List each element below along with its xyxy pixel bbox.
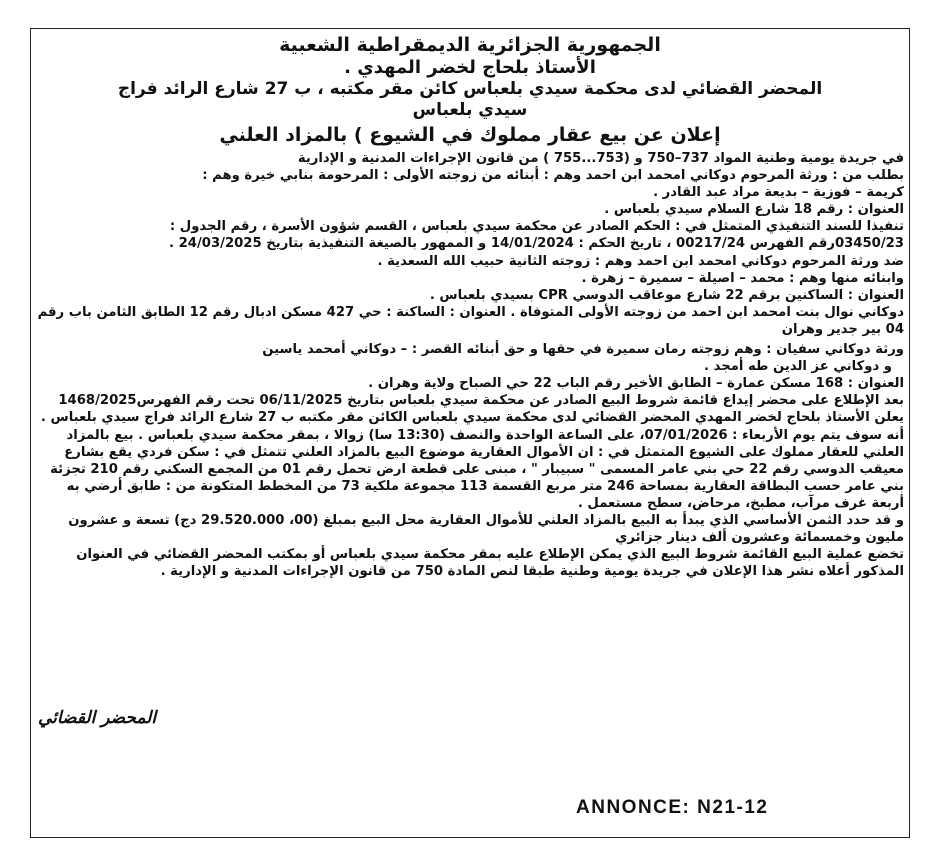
requester: بطلب من : ورثة المرحوم دوكاني امحمد ابن احمد وهم : أبنائه من زوجته الأولى : المرحومة بنابي خيرة وهم : — [202, 168, 904, 184]
bailiff-announcement: يعلن الأستاذ بلحاج لخضر المهدي المحضر القضائي لدى محكمة سيدي بلعباس الكائن مقر مكتبه ب 27 شارع الرائد فراج سيدي بلعباس . — [40, 410, 904, 426]
base-price: و قد حدد الثمن الأساسي الذي يبدأ به البيع بالمزاد العلني للأموال العقارية محل البيع بمبلغ (00، 29.520.000 دج) تسعة و عشرون مليون وخمسمائة وعشرون ألف دينار جزائري — [68, 512, 904, 546]
annonce-number: ANNONCE: N21-12 — [576, 797, 769, 818]
closing-note: تخضع عملية البيع القائمة شروط البيع الذي يمكن الإطلاع عليه بمقر محكمة سيدي بلعباس أو بمكتب المحضر القضائي في العنوان المذكور أعلاه نشر هذا الإعلان في جريدة يومية وطنية طبقا لنص المادة 750 من قانون الإجراءات المدنية و الإدارية . — [76, 547, 904, 580]
defendant-address: العنوان : الساكنين برقم 22 شارع موعاقب الدوسي CPR بسيدي بلعباس . — [429, 287, 904, 303]
notice-body — [36, 150, 904, 580]
conditions-filing: بعد الإطلاع على محضر إيداع قائمة شروط البيع الصادر عن محكمة سيدي بلعباس بتاريخ 06/11/2025 تحت رقم الفهرس1468/2025 — [58, 393, 904, 409]
legal-basis: في جريدة يومية وطنية المواد 737–750 و (753...755 ) من قانون الإجراءات المدنية و الإدارية — [297, 151, 904, 166]
enforcement-title: تنفيذا للسند التنفيذي المتمثل في : الحكم الصادر عن محكمة سيدي بلعباس ، القسم شؤون الأسرة ، رقم الجدول : — [169, 219, 904, 235]
court-line-1: المحضر القضائي لدى محكمة سيدي بلعباس كائن مقر مكتبه ، ب 27 شارع الرائد فراج — [117, 79, 823, 99]
defendant-children: وابنائه منها وهم : محمد – اصيلة – سميرة – زهرة . — [581, 270, 904, 286]
requester-heirs: كريمة – فوزية – بديعة مراد عبد القادر . — [653, 185, 904, 201]
bailiff-signature: المحضر القضائي — [38, 708, 157, 728]
defendant-nawal: دوكاني نوال بنت امحمد ابن احمد من زوجته الأولى المتوفاة . العنوان : الساكنة : حي 427 مسكن ادبال رقم 12 الطابق الثامن باب رقم 04 بير جدير وهران — [37, 304, 904, 337]
sale-details: أنه سوف يتم يوم الأربعاء : 07/01/2026، على الساعة الواحدة والنصف (13:30 سا) زوالا ، بمقر محكمة سيدي بلعباس . بيع بالمزاد العلني للعقار مملوك على الشيوع المتمثل في : ان الأموال العقارية موضوع البيع بالمزاد العلني تتمثل في : سكن فردي يقع بشارع معيقب الدوسي رقم 22 حي بني عامر المسمى " سبيبار " ، مبنى على قطعة ارض تحمل رقم 01 من المجمع السكني رقم 210 تجزئة بني عامر حسب البطاقة العقارية بمساحة 246 متر مربع القسمة 113 مجموعة ملكية 73 من المخطط المتكونة من : طابق أرضي به أربعة غرف مرآب، مطبخ، مرحاض، سطح مستعمل . — [50, 427, 904, 511]
defendant-spouse: ضد ورثة المرحوم دوكاني امحمد ابن احمد وهم : زوجته الثانية حبيب الله السعدية . — [377, 253, 904, 269]
heirs-sofiane-address: العنوان : 168 مسكن عمارة – الطابق الأخير رقم الباب 22 حي الصباح ولاية وهران . — [368, 376, 904, 392]
notice-title: إعلان عن بيع عقار مملوك في الشيوع ) بالمزاد العلني — [219, 124, 721, 146]
judgment-details: 03450/23رقم الفهرس 00217/24 ، تاريخ الحكم : 14/01/2024 و الممهور بالصيغة التنفيذية بتاريخ 24/03/2025 . — [169, 236, 904, 252]
notice-content — [36, 34, 904, 580]
heirs-sofiane-cont: و دوكاني عز الدين طه أمجد . — [704, 359, 892, 375]
requester-address: العنوان : رقم 18 شارع السلام سيدي بلعباس . — [604, 202, 904, 218]
republic-heading: الجمهورية الجزائرية الديمقراطية الشعبية — [279, 34, 661, 56]
bailiff-name: الأستاذ بلحاج لخضر المهدي . — [344, 57, 596, 78]
heirs-sofiane: ورثة دوكاني سفيان : وهم زوجته رمان سميرة في حقها و حق أبنائه القصر : – دوكاني أمحمد ياسين — [262, 342, 904, 358]
notice-header — [36, 34, 904, 147]
court-line-2: سيدي بلعباس — [412, 100, 528, 120]
